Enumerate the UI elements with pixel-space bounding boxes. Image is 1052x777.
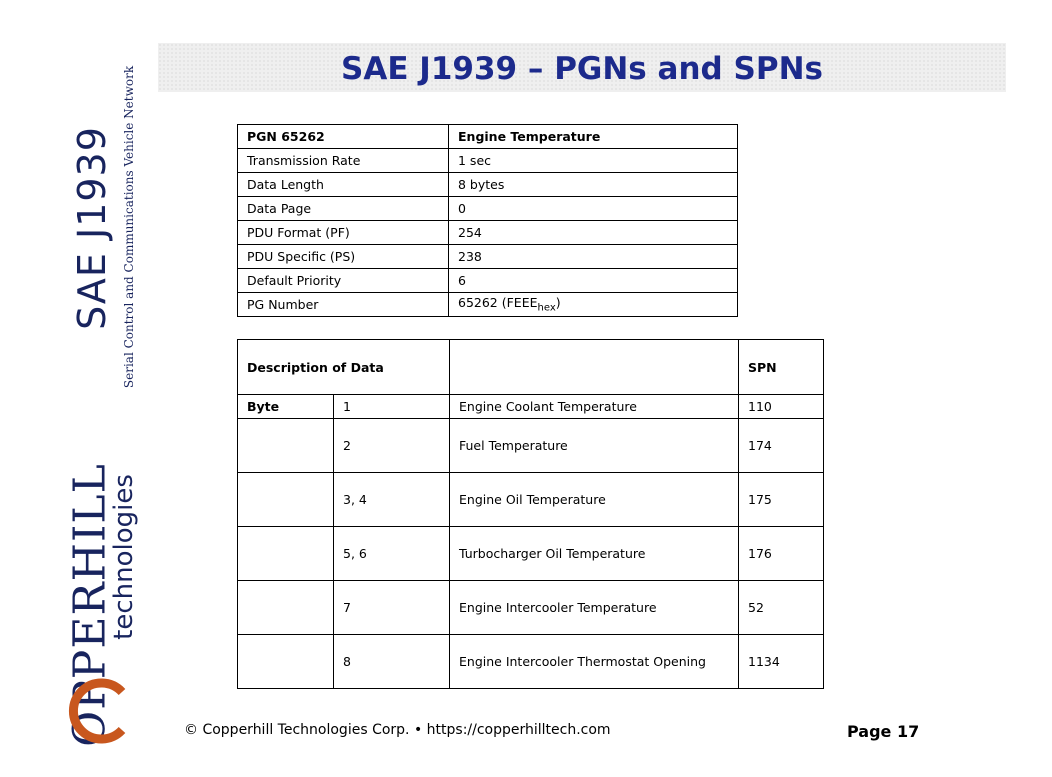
title-band xyxy=(158,43,1006,92)
side-title-text: SAE J1939 xyxy=(70,126,114,330)
param-label: Data Page xyxy=(238,197,449,221)
param-value: 8 bytes xyxy=(449,173,738,197)
table-row xyxy=(238,395,824,419)
param-label: Data Length xyxy=(238,173,449,197)
spn-value: 174 xyxy=(739,419,824,473)
byte-index: 8 xyxy=(334,635,450,689)
logo-sub-text: technologies xyxy=(109,474,139,640)
spn-value: 175 xyxy=(739,473,824,527)
param-label: PG Number xyxy=(238,293,449,317)
table-row xyxy=(238,221,738,245)
spn-table-header xyxy=(238,340,824,395)
description-header: Description of Data xyxy=(238,340,450,395)
pgn-number-header: PGN 65262 xyxy=(238,125,449,149)
param-value: 1 sec xyxy=(449,149,738,173)
spn-description: Engine Intercooler Temperature xyxy=(450,581,739,635)
spn-value: 176 xyxy=(739,527,824,581)
param-value xyxy=(449,293,738,317)
byte-index: 5, 6 xyxy=(334,527,450,581)
param-value: 0 xyxy=(449,197,738,221)
side-title xyxy=(68,118,116,338)
table-row xyxy=(238,635,824,689)
table-row xyxy=(238,419,824,473)
empty-cell xyxy=(238,473,334,527)
byte-index: 7 xyxy=(334,581,450,635)
footer-copyright: © Copperhill Technologies Corp. • https://copperhilltech.com xyxy=(184,722,611,738)
side-subtitle xyxy=(120,65,138,389)
spn-description: Engine Oil Temperature xyxy=(450,473,739,527)
byte-index: 3, 4 xyxy=(334,473,450,527)
pgn-name-header: Engine Temperature xyxy=(449,125,738,149)
empty-cell xyxy=(238,581,334,635)
param-label: Default Priority xyxy=(238,269,449,293)
pg-number-suffix: ) xyxy=(555,295,561,311)
page-number: Page 17 xyxy=(847,722,920,741)
pgn-table-header xyxy=(238,125,738,149)
spn-value: 110 xyxy=(739,395,824,419)
param-label: PDU Format (PF) xyxy=(238,221,449,245)
spn-description: Turbocharger Oil Temperature xyxy=(450,527,739,581)
param-label: PDU Specific (PS) xyxy=(238,245,449,269)
spn-description: Fuel Temperature xyxy=(450,419,739,473)
logo-main-text: OPPERHILL xyxy=(64,463,116,747)
empty-cell xyxy=(238,419,334,473)
table-row xyxy=(238,149,738,173)
empty-cell xyxy=(238,635,334,689)
table-row xyxy=(238,173,738,197)
spn-header: SPN xyxy=(739,340,824,395)
byte-index: 1 xyxy=(334,395,450,419)
side-subtitle-text: Serial Control and Communications Vehicle Network xyxy=(122,65,136,389)
spn-description: Engine Intercooler Thermostat Opening xyxy=(450,635,739,689)
table-row xyxy=(238,527,824,581)
header-blank xyxy=(450,340,739,395)
table-row xyxy=(238,197,738,221)
table-row xyxy=(238,581,824,635)
param-value: 6 xyxy=(449,269,738,293)
param-value: 254 xyxy=(449,221,738,245)
empty-cell xyxy=(238,527,334,581)
param-label: Transmission Rate xyxy=(238,149,449,173)
byte-index: 2 xyxy=(334,419,450,473)
hex-subscript: hex xyxy=(537,302,556,314)
spn-value: 1134 xyxy=(739,635,824,689)
pg-number-value: 65262 (FEEE xyxy=(458,295,538,311)
byte-label: Byte xyxy=(238,395,334,419)
page-title: SAE J1939 – PGNs and SPNs xyxy=(341,51,823,87)
spn-value: 52 xyxy=(739,581,824,635)
spn-table xyxy=(237,339,824,689)
logo-c-ring-icon xyxy=(64,678,130,744)
table-row xyxy=(238,473,824,527)
table-row xyxy=(238,293,738,317)
table-row xyxy=(238,245,738,269)
table-row xyxy=(238,269,738,293)
param-value: 238 xyxy=(449,245,738,269)
spn-description: Engine Coolant Temperature xyxy=(450,395,739,419)
pgn-table xyxy=(237,124,738,317)
